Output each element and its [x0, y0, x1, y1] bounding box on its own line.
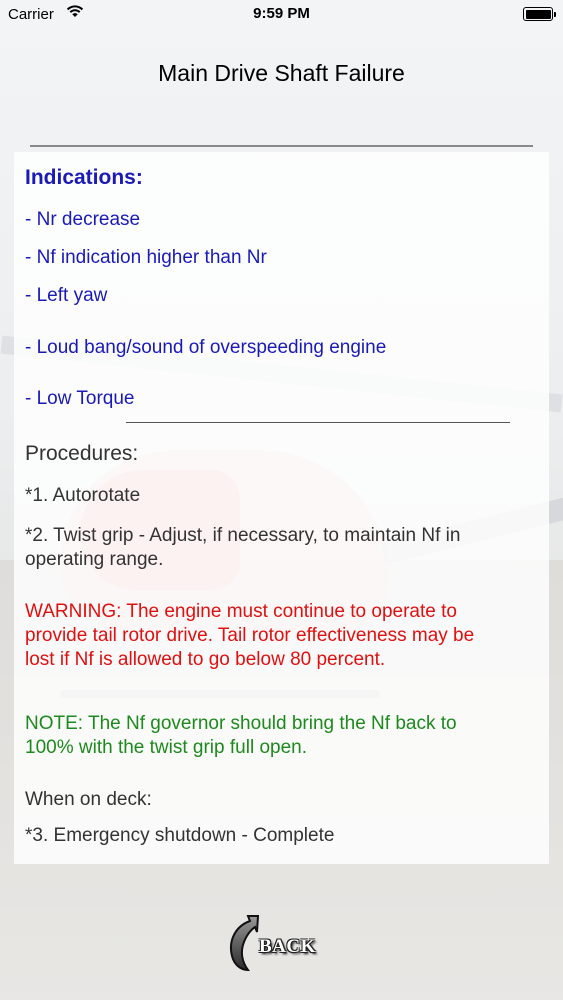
battery-full-icon [523, 7, 553, 21]
status-bar [0, 0, 563, 30]
note-line1: NOTE: The Nf governor should bring the Nf back to [25, 713, 457, 734]
procedures-heading: Procedures: [25, 442, 139, 465]
note-line2: 100% with the twist grip full open. [25, 737, 307, 758]
indication-item: - Loud bang/sound of overspeeding engine [25, 337, 387, 358]
warning-line2: provide tail rotor drive. Tail rotor effectiveness may be [25, 625, 475, 646]
procedure-step-1: *1. Autorotate [25, 485, 141, 506]
indication-item: - Nr decrease [25, 209, 141, 230]
content-panel [14, 152, 549, 864]
indication-item: - Nf indication higher than Nr [25, 247, 267, 268]
back-button[interactable] [222, 912, 334, 974]
title-divider [30, 145, 533, 147]
warning-line3: lost if Nf is allowed to go below 80 percent. [25, 649, 386, 670]
indication-item: - Low Torque [25, 388, 135, 409]
back-button-label: BACK [259, 936, 316, 957]
page-title: Main Drive Shaft Failure [158, 60, 405, 86]
carrier-label: Carrier [8, 6, 54, 23]
indications-heading: Indications: [25, 166, 143, 189]
section-divider [126, 422, 510, 423]
battery-fill [526, 10, 551, 19]
procedure-step-2-line1: *2. Twist grip - Adjust, if necessary, to maintain Nf in [25, 525, 461, 546]
indication-item: - Left yaw [25, 285, 108, 306]
warning-line1: WARNING: The engine must continue to operate to [25, 601, 457, 622]
on-deck-label: When on deck: [25, 789, 152, 810]
procedure-step-2-line2: operating range. [25, 549, 164, 570]
clock: 9:59 PM [253, 5, 310, 22]
procedure-step-3: *3. Emergency shutdown - Complete [25, 825, 335, 846]
